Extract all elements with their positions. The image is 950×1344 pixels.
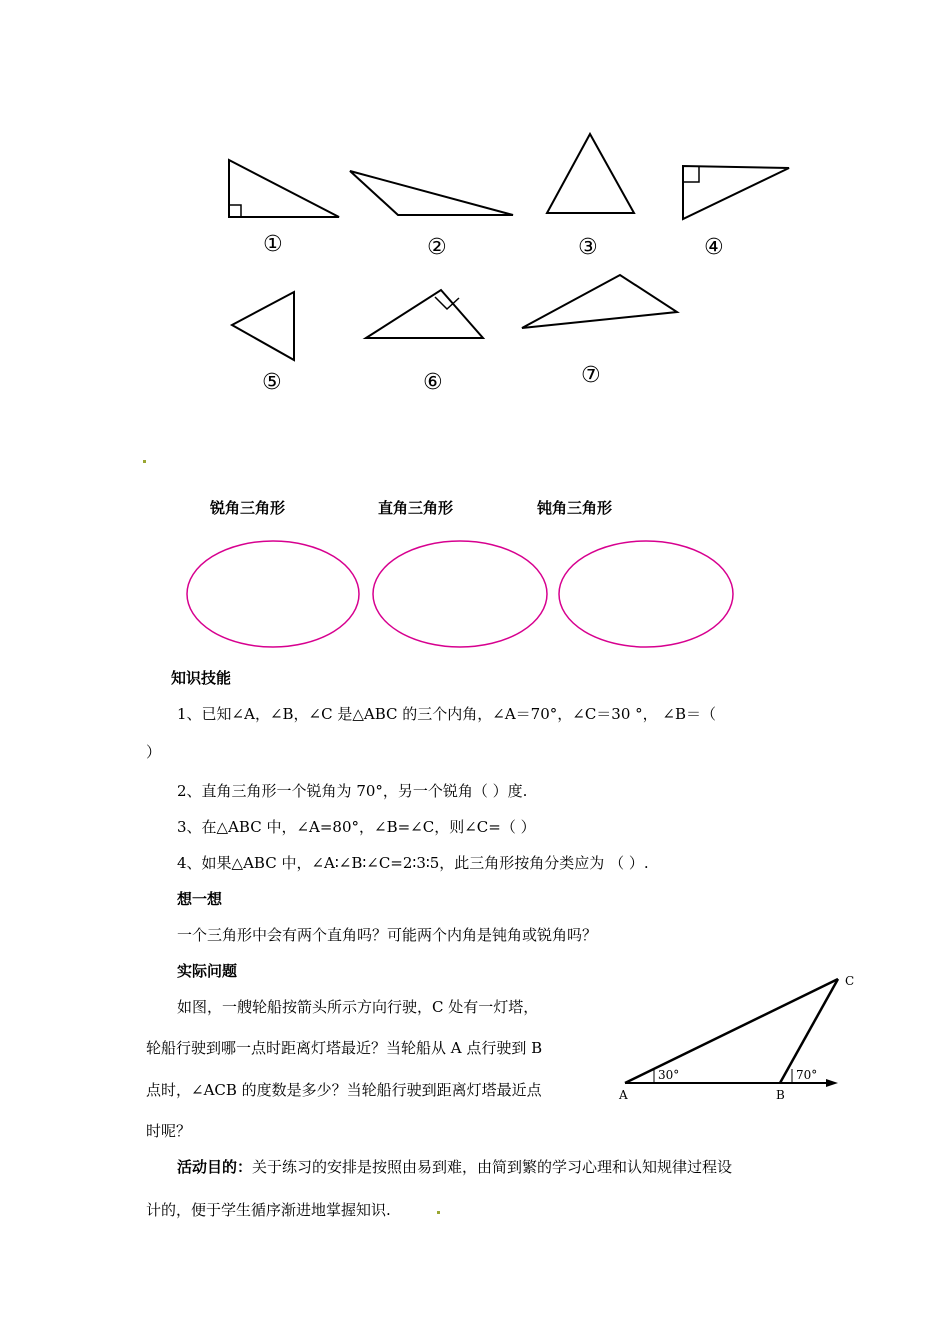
section-think: 想一想 [177, 890, 223, 908]
section-practical: 实际问题 [177, 962, 238, 980]
triangles-figure [0, 0, 950, 420]
point-a: A [619, 1088, 628, 1102]
category-obtuse: 钝角三角形 [537, 499, 613, 517]
problem-line-1: 如图，一艘轮船按箭头所示方向行驶，C 处有一灯塔， [177, 998, 539, 1016]
category-right: 直角三角形 [378, 499, 454, 517]
category-acute: 锐角三角形 [210, 499, 286, 517]
problem-line-3: 点时，∠ACB 的度数是多少？当轮船行驶到距离灯塔最近点 [146, 1081, 542, 1099]
activity-purpose [177, 1156, 732, 1177]
triangle-1 [229, 160, 339, 217]
question-2: 2、直角三角形一个锐角为 70°，另一个锐角（ ）度. [177, 782, 528, 800]
activity-text-2: 计的，便于学生循序渐进地掌握知识. [146, 1201, 391, 1219]
right-angle-mark-4 [683, 166, 699, 182]
activity-text-1: 关于练习的安排是按照由易到难，由简到繁的学习心理和认知规律过程设 [252, 1158, 733, 1176]
decorative-dot-2 [437, 1211, 440, 1214]
question-3: 3、在△ABC 中，∠A=80°，∠B=∠C，则∠C=（ ） [177, 818, 536, 836]
angle-a-label: 30° [658, 1068, 680, 1082]
section-knowledge: 知识技能 [171, 669, 232, 687]
ellipse-right [373, 541, 547, 647]
think-question: 一个三角形中会有两个直角吗？可能两个内角是钝角或锐角吗？ [177, 926, 598, 944]
label-4: ④ [704, 235, 724, 260]
triangle-3 [547, 134, 634, 213]
problem-line-2: 轮船行驶到哪一点时距离灯塔最近？当轮船从 A 点行驶到 B [146, 1039, 543, 1057]
right-angle-mark-1 [229, 205, 241, 217]
ellipse-obtuse [559, 541, 733, 647]
label-2: ② [427, 235, 447, 260]
decorative-dot [143, 460, 146, 463]
ellipse-acute [187, 541, 359, 647]
triangle-6 [366, 290, 483, 338]
label-5: ⑤ [262, 370, 282, 395]
sorting-ellipses [0, 530, 950, 660]
problem-line-4: 时呢？ [146, 1122, 192, 1140]
label-7: ⑦ [581, 363, 601, 388]
triangle-5 [232, 292, 294, 360]
triangle-2 [350, 171, 513, 215]
point-c: C [845, 974, 855, 988]
triangle-7 [522, 275, 677, 328]
question-4: 4、如果△ABC 中，∠A∶∠B∶∠C=2∶3∶5，此三角形按角分类应为 （ ）. [177, 854, 649, 872]
point-b: B [776, 1088, 785, 1102]
ship-figure [610, 965, 860, 1115]
angle-b-label: 70° [796, 1068, 818, 1082]
activity-label: 活动目的： [177, 1158, 253, 1176]
arrow-head [826, 1079, 838, 1087]
label-3: ③ [578, 235, 598, 260]
label-6: ⑥ [423, 370, 443, 395]
question-1: 1、已知∠A，∠B，∠C 是△ABC 的三个内角，∠A＝70°，∠C＝30 °， ∠B＝（ [177, 705, 717, 723]
label-1: ① [263, 232, 283, 257]
question-1-end: ） [146, 743, 162, 761]
